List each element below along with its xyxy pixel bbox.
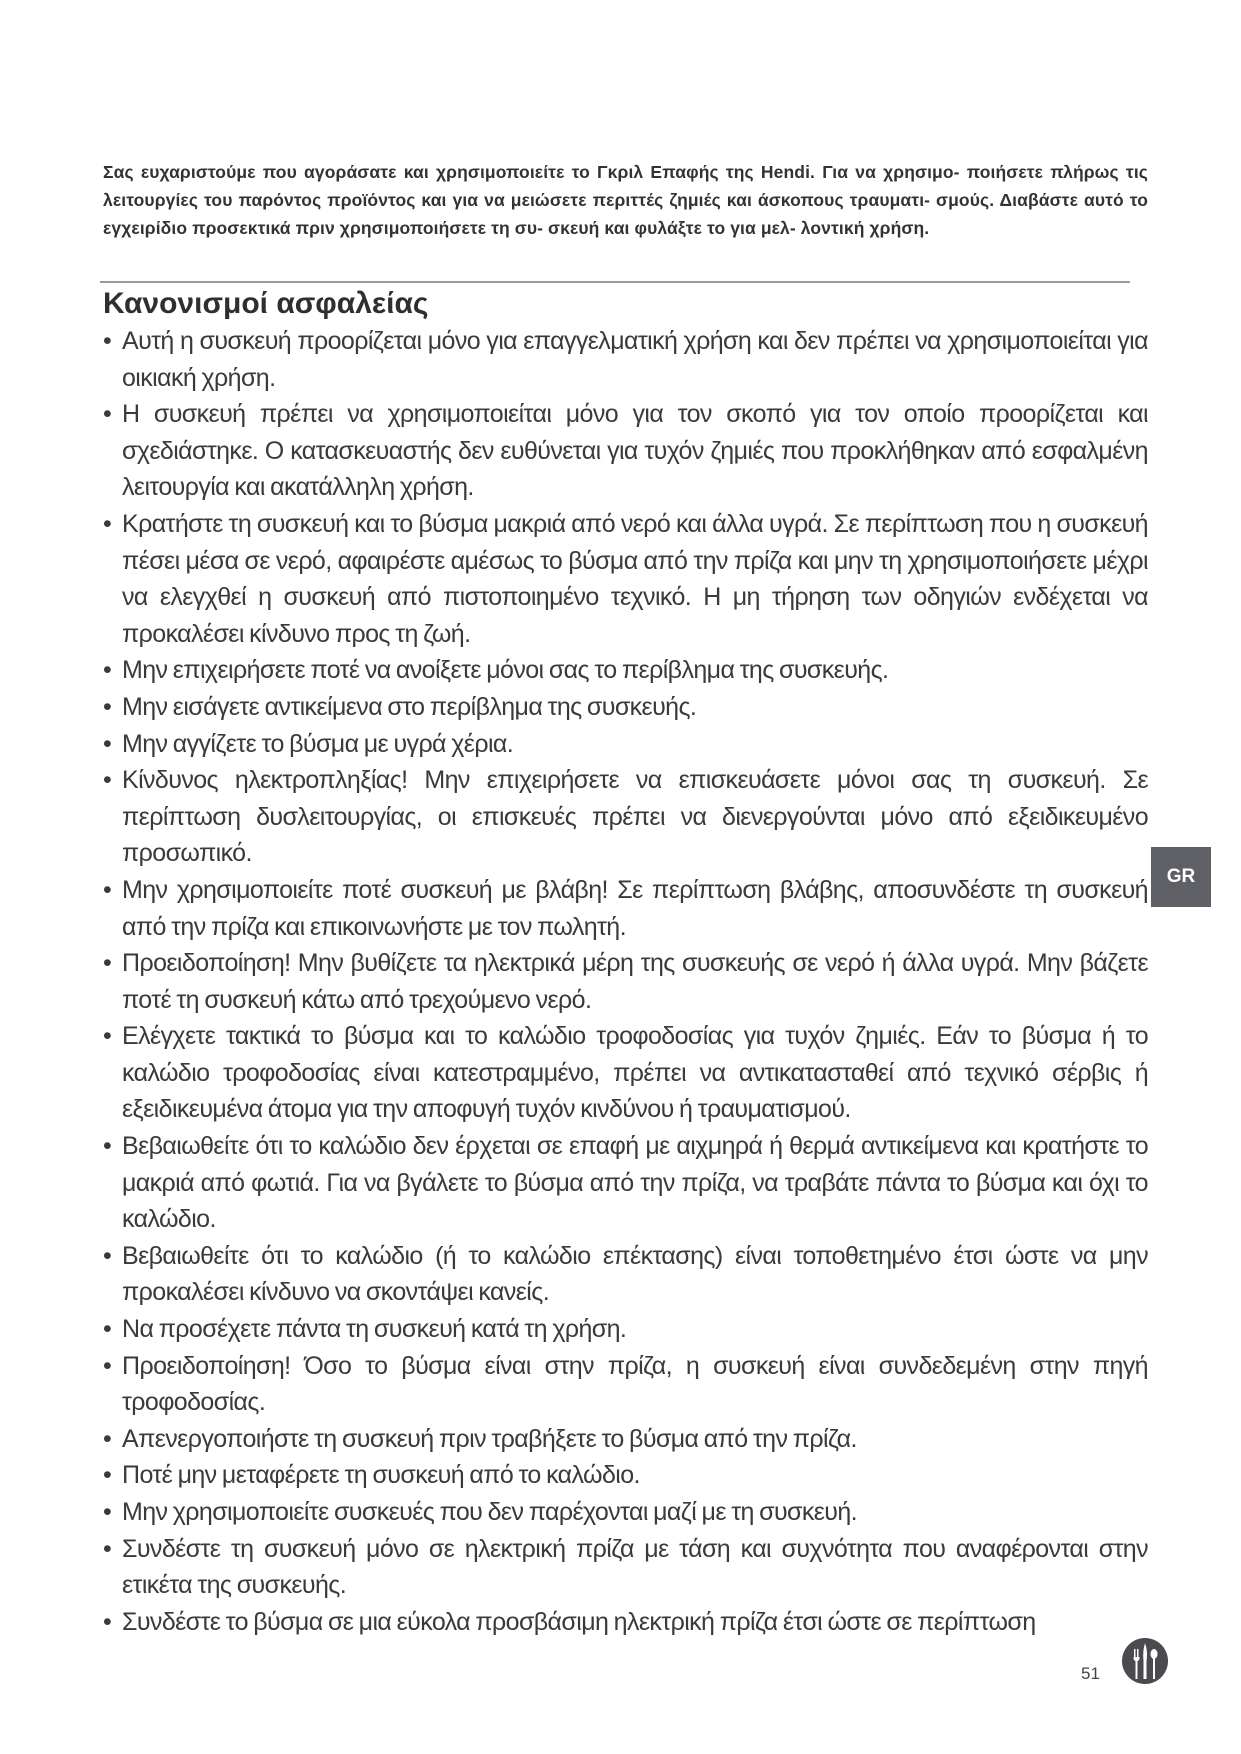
safety-rule-item: [103, 689, 1148, 726]
safety-rule-text: Μην χρησιμοποιείτε συσκευές που δεν παρέχονται μαζί με τη συσκευή.: [122, 1498, 858, 1526]
cutlery-circle-icon: [1121, 1637, 1169, 1685]
bullet-icon: •: [103, 1351, 112, 1380]
safety-rule-item: [103, 1421, 1148, 1458]
safety-rule-text: Μην επιχειρήσετε ποτέ να ανοίξετε μόνοι σας το περίβλημα της συσκευής.: [122, 656, 889, 685]
safety-rule-item: [103, 726, 1148, 763]
safety-rule-text: Προειδοποίηση! Όσο το βύσμα είναι στην πρίζα, η συσκευή είναι συνδεδεμένη στην πηγή τροφοδοσίας.: [122, 1351, 1148, 1417]
safety-rule-text: Προειδοποίηση! Μην βυθίζετε τα ηλεκτρικά μέρη της συσκευής σε νερό ή άλλα υγρά. Μην βάζετε ποτέ τη συσκευή κάτω από τρεχούμενο νερό.: [122, 949, 1148, 1014]
bullet-icon: •: [103, 1132, 112, 1161]
language-tab-label: GR: [1166, 866, 1196, 887]
safety-rule-item: [103, 1531, 1148, 1604]
safety-rule-item: [103, 1238, 1148, 1311]
safety-rule-item: [103, 762, 1148, 872]
safety-rule-text: Ποτέ μην μεταφέρετε τη συσκευή από το καλώδιο.: [122, 1461, 640, 1490]
safety-rule-item: [103, 506, 1148, 652]
safety-rule-text: Αυτή η συσκευή προορίζεται μόνο για επαγγελματική χρήση και δεν πρέπει να χρησιμοποιείται για οικιακή χρήση.: [122, 327, 1148, 392]
bullet-icon: •: [103, 875, 112, 904]
safety-rule-text: Βεβαιωθείτε ότι το καλώδιο δεν έρχεται σε επαφή με αιχμηρά ή θερμά αντικείμενα και κρατήστε το μακριά από φωτιά. Για να βγάλετε το βύσμα από την πρίζα, να τραβάτε πάντα το βύσμα και όχι το καλώδιο.: [122, 1132, 1148, 1234]
safety-rule-text: Συνδέστε το βύσμα σε μια εύκολα προσβάσιμη ηλεκτρική πρίζα έτσι ώστε σε περίπτωση: [122, 1607, 1036, 1636]
bullet-icon: •: [103, 1534, 112, 1563]
divider: [100, 281, 1130, 283]
bullet-icon: •: [103, 1022, 112, 1051]
intro-paragraph: Σας ευχαριστούμε που αγοράσατε και χρησιμοποιείτε το Γκριλ Επαφής της Hendi. Για να χρησιμο- ποιήσετε πλήρως τις λειτουργίες του παρόντος προϊόντος και για να μειώσετε περιττές ζημιές και άσκοπους τραυματι- σμούς. Διαβάστε αυτό το εγχειρίδιο προσεκτικά πριν χρησιμοποιήσετε τη συ- σκευή και φυλάξτε το για μελ- λοντική χρήση.: [103, 161, 1148, 238]
bullet-icon: •: [103, 656, 112, 685]
bullet-icon: •: [103, 949, 112, 978]
safety-rule-item: [103, 1018, 1148, 1128]
safety-rule-text: Μην εισάγετε αντικείμενα στο περίβλημα της συσκευής.: [122, 692, 697, 721]
safety-rule-text: Μην χρησιμοποιείτε ποτέ συσκευή με βλάβη! Σε περίπτωση βλάβης, αποσυνδέστε τη συσκευή από την πρίζα και επικοινωνήστε με τον πωλητή.: [122, 875, 1148, 941]
bullet-icon: •: [103, 509, 112, 538]
safety-rule-item: [103, 1457, 1148, 1494]
safety-rule-item: [103, 1604, 1148, 1641]
safety-rule-text: Η συσκευή πρέπει να χρησιμοποιείται μόνο για τον σκοπό για τον οποίο προορίζεται και σχεδιάστηκε. Ο κατασκευαστής δεν ευθύνεται για τυχόν ζημιές που προκλήθηκαν από εσφαλμένη λειτουργία και ακατάλληλη χρήση.: [122, 400, 1148, 502]
safety-rule-text: Συνδέστε τη συσκευή μόνο σε ηλεκτρική πρίζα με τάση και συχνότητα που αναφέρονται στην ετικέτα της συσκευής.: [122, 1534, 1148, 1600]
bullet-icon: •: [103, 766, 112, 795]
safety-rule-text: Μην αγγίζετε το βύσμα με υγρά χέρια.: [122, 729, 514, 758]
safety-rule-item: [103, 1311, 1148, 1348]
safety-rule-text: Κίνδυνος ηλεκτροπληξίας! Μην επιχειρήσετε να επισκευάσετε μόνοι σας τη συσκευή. Σε περίπτωση δυσλειτουργίας, οι επισκευές πρέπει να διενεργούνται μόνο από εξειδικευμένο προσωπικό.: [122, 766, 1148, 868]
safety-rule-item: [103, 1494, 1148, 1531]
bullet-icon: •: [103, 1315, 112, 1344]
safety-rule-item: [103, 872, 1148, 945]
page-number: 51: [1081, 1664, 1100, 1683]
safety-rules-list: [103, 323, 1148, 1640]
safety-rule-text: Κρατήστε τη συσκευή και το βύσμα μακριά από νερό και άλλα υγρά. Σε περίπτωση που η συσκευή πέσει μέσα σε νερό, αφαιρέστε αμέσως το βύσμα από την πρίζα και μην τη χρησιμοποιήσετε μέχρι να ελεγχθεί η συσκευή από πιστοποιημένο τεχνικό. Η μη τήρηση των οδηγιών ενδέχεται να προκαλέσει κίνδυνο προς τη ζωή.: [122, 509, 1148, 648]
safety-rule-text: Να προσέχετε πάντα τη συσκευή κατά τη χρήση.: [122, 1315, 627, 1344]
safety-rule-item: [103, 323, 1148, 396]
safety-rule-item: [103, 945, 1148, 1018]
bullet-icon: •: [103, 692, 112, 721]
safety-rule-text: Απενεργοποιήστε τη συσκευή πριν τραβήξετε το βύσμα από την πρίζα.: [122, 1424, 857, 1453]
safety-rule-item: [103, 1348, 1148, 1421]
safety-rule-text: Βεβαιωθείτε ότι το καλώδιο (ή το καλώδιο επέκτασης) είναι τοποθετημένο έτσι ώστε να μην προκαλέσει κίνδυνο να σκοντάψει κανείς.: [122, 1241, 1148, 1307]
bullet-icon: •: [103, 1241, 112, 1270]
bullet-icon: •: [103, 1424, 112, 1453]
safety-rule-item: [103, 652, 1148, 689]
bullet-icon: •: [103, 1461, 112, 1490]
bullet-icon: •: [103, 327, 112, 355]
section-heading: Κανονισμοί ασφαλείας: [103, 287, 429, 320]
language-tab: [1151, 847, 1211, 907]
bullet-icon: •: [103, 1498, 112, 1526]
bullet-icon: •: [103, 729, 112, 758]
safety-rule-item: [103, 1128, 1148, 1238]
bullet-icon: •: [103, 400, 112, 429]
bullet-icon: •: [103, 1607, 112, 1636]
safety-rule-item: [103, 396, 1148, 506]
safety-rule-text: Ελέγχετε τακτικά το βύσμα και το καλώδιο τροφοδοσίας για τυχόν ζημιές. Εάν το βύσμα ή το καλώδιο τροφοδοσίας είναι κατεστραμμένο, πρέπει να αντικατασταθεί από τεχνικό σέρβις ή εξειδικευμένα άτομα για την αποφυγή τυχόν κινδύνου ή τραυματισμού.: [122, 1022, 1148, 1124]
